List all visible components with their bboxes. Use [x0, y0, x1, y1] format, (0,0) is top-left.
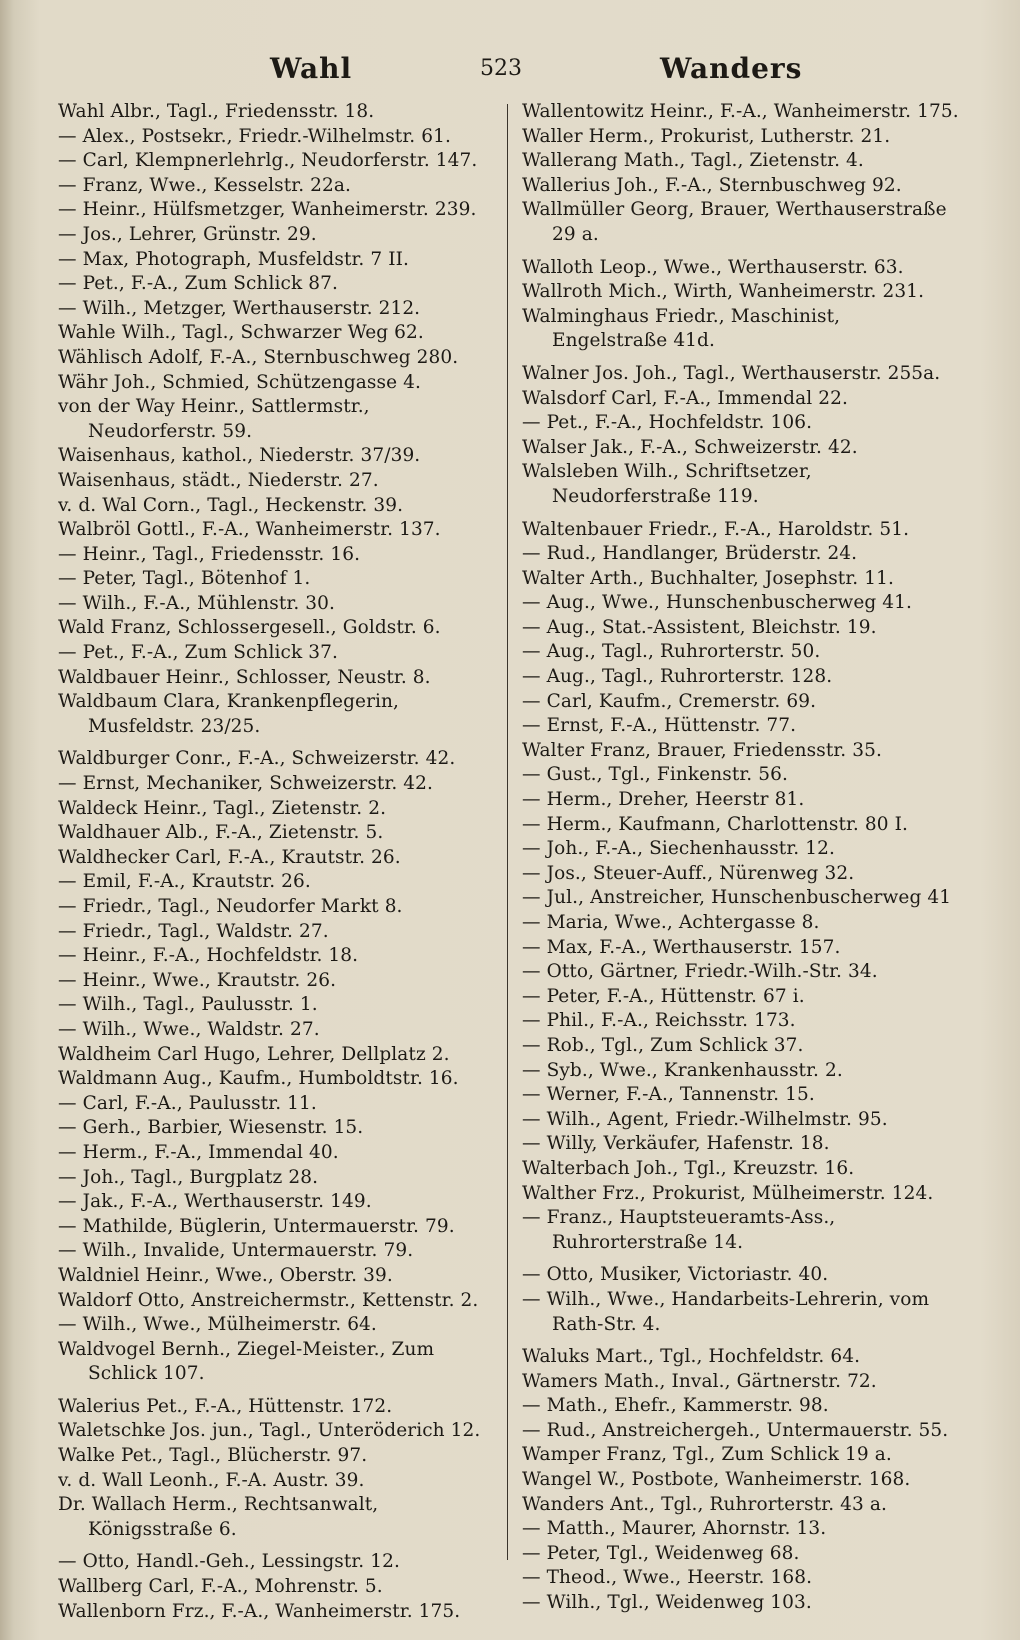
directory-entry: Walminghaus Friedr., Maschinist, Engelstraße 41d.: [522, 305, 841, 352]
directory-entry: — Rud., Anstreichergeh., Untermauerstr. 55.: [522, 1419, 949, 1441]
directory-entry: — Syb., Wwe., Krankenhausstr. 2.: [522, 1059, 843, 1081]
directory-entry: v. d. Wal Corn., Tagl., Heckenstr. 39.: [58, 494, 404, 516]
directory-entry: — Wilh., Metzger, Werthauserstr. 212.: [58, 297, 421, 319]
directory-entry: — Pet., F.-A., Zum Schlick 87.: [58, 273, 338, 295]
directory-entry: Wallberg Carl, F.-A., Mohrenstr. 5.: [58, 1576, 383, 1598]
directory-entry: — Wilh., Wwe., Handarbeits-Lehrerin, vom Rath-Str. 4.: [522, 1288, 930, 1335]
directory-entry: — Pet., F.-A., Hochfeldstr. 106.: [522, 412, 813, 434]
directory-entry: Waldeck Heinr., Tagl., Zietenstr. 2.: [58, 797, 387, 819]
directory-entry: Walsdorf Carl, F.-A., Immendal 22.: [522, 387, 848, 409]
directory-entry: Waldniel Heinr., Wwe., Oberstr. 39.: [58, 1264, 393, 1286]
directory-entry: Waldmann Aug., Kaufm., Humboldtstr. 16.: [58, 1068, 459, 1090]
page-header: [0, 52, 1020, 92]
directory-entry: — Carl, F.-A., Paulusstr. 11.: [58, 1092, 317, 1114]
page-number: 523: [480, 56, 522, 81]
right-column: [522, 100, 960, 1620]
directory-entry: Waltenbauer Friedr., F.-A., Haroldstr. 51.: [522, 518, 910, 540]
directory-entry: Waisenhaus, kathol., Niederstr. 37/39.: [58, 445, 421, 467]
directory-entry: Waluks Mart., Tgl., Hochfeldstr. 64.: [522, 1346, 861, 1368]
directory-entry: Währ Joh., Schmied, Schützengasse 4.: [58, 371, 421, 393]
directory-entry: — Matth., Maurer, Ahornstr. 13.: [522, 1518, 827, 1540]
directory-entry: — Phil., F.-A., Reichsstr. 173.: [522, 1010, 796, 1032]
column-divider: [507, 104, 508, 1560]
directory-entry: — Carl, Klempnerlehrlg., Neudorferstr. 147.: [58, 150, 478, 172]
directory-entry: — Werner, F.-A., Tannenstr. 15.: [522, 1084, 815, 1106]
directory-entry: — Aug., Stat.-Assistent, Bleichstr. 19.: [522, 616, 877, 638]
directory-entry: — Jak., F.-A., Werthauserstr. 149.: [58, 1191, 372, 1213]
header-last-name: Wanders: [660, 52, 803, 85]
directory-entry: Walser Jak., F.-A., Schweizerstr. 42.: [522, 436, 858, 458]
directory-entry: Walbröl Gottl., F.-A., Wanheimerstr. 137.: [58, 519, 441, 541]
directory-entry: — Wilh., Agent, Friedr.-Wilhelmstr. 95.: [522, 1108, 888, 1130]
directory-entry: Walke Pet., Tagl., Blücherstr. 97.: [58, 1445, 368, 1467]
directory-entry: — Jul., Anstreicher, Hunschenbuscherweg 41: [522, 887, 952, 909]
directory-entry: — Willy, Verkäufer, Hafenstr. 18.: [522, 1133, 830, 1155]
directory-entry: — Rud., Handlanger, Brüderstr. 24.: [522, 543, 858, 565]
directory-entry: — Max, F.-A., Werthauserstr. 157.: [522, 936, 841, 958]
directory-entry: Wählisch Adolf, F.-A., Sternbuschweg 280.: [58, 346, 459, 368]
directory-entry: — Aug., Tagl., Ruhrorterstr. 50.: [522, 641, 821, 663]
header-first-name: Wahl: [270, 52, 353, 85]
directory-entry: — Pet., F.-A., Zum Schlick 37.: [58, 642, 338, 664]
directory-entry: — Herm., Dreher, Heerstr 81.: [522, 789, 805, 811]
directory-entry: Walter Arth., Buchhalter, Josephstr. 11.: [522, 567, 894, 589]
directory-entry: — Herm., Kaufmann, Charlottenstr. 80 I.: [522, 813, 909, 835]
directory-entry: — Rob., Tgl., Zum Schlick 37.: [522, 1034, 804, 1056]
directory-entry: — Max, Photograph, Musfeldstr. 7 II.: [58, 248, 410, 270]
directory-entry: — Math., Ehefr., Kammerstr. 98.: [522, 1395, 829, 1417]
directory-entry: Wallerang Math., Tagl., Zietenstr. 4.: [522, 150, 864, 172]
directory-entry: Walther Frz., Prokurist, Mülheimerstr. 124.: [522, 1182, 934, 1204]
directory-entry: Wallmüller Georg, Brauer, Werthauserstraße 29 a.: [522, 199, 947, 245]
directory-entry: Waldbauer Heinr., Schlosser, Neustr. 8.: [58, 666, 431, 688]
directory-entry: Wallentowitz Heinr., F.-A., Wanheimerstr. 175.: [522, 101, 959, 122]
directory-entry: — Alex., Postsekr., Friedr.-Wilhelmstr. 61.: [58, 125, 451, 147]
directory-entry: Waldhauer Alb., F.-A., Zietenstr. 5.: [58, 822, 384, 844]
directory-entry: Walner Jos. Joh., Tagl., Werthauserstr. 255a.: [522, 362, 941, 384]
directory-entry: Waldhecker Carl, F.-A., Krautstr. 26.: [58, 846, 401, 868]
directory-entry: — Wilh., Invalide, Untermauerstr. 79.: [58, 1240, 414, 1262]
directory-entry: — Ernst, F.-A., Hüttenstr. 77.: [522, 715, 797, 737]
directory-entry: — Peter, Tagl., Bötenhof 1.: [58, 568, 311, 590]
directory-entry: — Mathilde, Büglerin, Untermauerstr. 79.: [58, 1215, 455, 1237]
directory-entry: — Heinr., Wwe., Krautstr. 26.: [58, 969, 337, 991]
directory-entry: — Peter, F.-A., Hüttenstr. 67 i.: [522, 985, 805, 1007]
directory-entry: — Jos., Lehrer, Grünstr. 29.: [58, 223, 317, 245]
directory-entry: Walterbach Joh., Tgl., Kreuzstr. 16.: [522, 1157, 855, 1179]
directory-entry: — Gust., Tgl., Finkenstr. 56.: [522, 764, 788, 786]
directory-entry: — Wilh., Wwe., Mülheimerstr. 64.: [58, 1314, 377, 1336]
directory-entry: von der Way Heinr., Sattlermstr., Neudorferstr. 59.: [58, 396, 370, 442]
directory-entry: — Friedr., Tagl., Neudorfer Markt 8.: [58, 896, 403, 917]
directory-entry: — Maria, Wwe., Achtergasse 8.: [522, 912, 820, 933]
directory-entry: — Joh., F.-A., Siechenhausstr. 12.: [522, 838, 835, 860]
directory-entry: — Aug., Tagl., Ruhrorterstr. 128.: [522, 666, 833, 688]
directory-entry: Wallerius Joh., F.-A., Sternbuschweg 92.: [522, 174, 902, 196]
directory-entry: — Jos., Steuer-Auff., Nürenweg 32.: [522, 862, 855, 884]
directory-entry: Wahl Albr., Tagl., Friedensstr. 18.: [58, 101, 375, 122]
directory-entry: Wald Franz, Schlossergesell., Goldstr. 6.: [58, 617, 441, 639]
directory-entry: Wangel W., Postbote, Wanheimerstr. 168.: [522, 1469, 911, 1491]
directory-entry: v. d. Wall Leonh., F.-A. Austr. 39.: [58, 1469, 365, 1491]
directory-entry: Walsleben Wilh., Schriftsetzer, Neudorferstraße 119.: [522, 461, 812, 507]
directory-entry: Walter Franz, Brauer, Friedensstr. 35.: [522, 739, 882, 761]
directory-entry: — Otto, Handl.-Geh., Lessingstr. 12.: [58, 1551, 400, 1573]
directory-entry: — Peter, Tgl., Weidenweg 68.: [522, 1542, 800, 1564]
directory-entry: Waldheim Carl Hugo, Lehrer, Dellplatz 2.: [58, 1043, 450, 1065]
directory-entry: — Wilh., F.-A., Mühlenstr. 30.: [58, 592, 336, 614]
directory-entry: — Otto, Musiker, Victoriastr. 40.: [522, 1264, 829, 1286]
directory-entry: — Theod., Wwe., Heerstr. 168.: [522, 1567, 813, 1589]
directory-entry: — Ernst, Mechaniker, Schweizerstr. 42.: [58, 773, 434, 795]
directory-entry: Wallroth Mich., Wirth, Wanheimerstr. 231.: [522, 281, 925, 303]
directory-entry: — Aug., Wwe., Hunschenbuscherweg 41.: [522, 592, 913, 614]
directory-entry: Wallenborn Frz., F.-A., Wanheimerstr. 175.: [58, 1600, 461, 1620]
directory-entry: Wanders Ant., Tgl., Ruhrorterstr. 43 a.: [522, 1493, 887, 1515]
directory-entry: Wamper Franz, Tgl., Zum Schlick 19 a.: [522, 1444, 892, 1466]
directory-entry: — Wilh., Wwe., Waldstr. 27.: [58, 1018, 320, 1040]
directory-entry: — Wilh., Tgl., Weidenweg 103.: [522, 1592, 812, 1614]
directory-entry: Walloth Leop., Wwe., Werthauserstr. 63.: [522, 256, 904, 278]
directory-entry: — Joh., Tagl., Burgplatz 28.: [58, 1166, 319, 1188]
directory-entry: Waldburger Conr., F.-A., Schweizerstr. 42.: [58, 748, 456, 770]
directory-entry: — Heinr., Hülfsmetzger, Wanheimerstr. 239.: [58, 199, 477, 221]
directory-entry: — Herm., F.-A., Immendal 40.: [58, 1141, 339, 1163]
directory-entry: — Franz, Wwe., Kesselstr. 22a.: [58, 174, 352, 196]
directory-entry: — Carl, Kaufm., Cremerstr. 69.: [522, 690, 817, 712]
directory-entry: Wahle Wilh., Tagl., Schwarzer Weg 62.: [58, 322, 424, 344]
directory-entry: Waletschke Jos. jun., Tagl., Unteröderich 12.: [58, 1420, 481, 1442]
directory-entry: — Heinr., Tagl., Friedensstr. 16.: [58, 543, 361, 565]
directory-entry: — Gerh., Barbier, Wiesenstr. 15.: [58, 1117, 364, 1139]
directory-entry: — Wilh., Tagl., Paulusstr. 1.: [58, 994, 318, 1016]
directory-entry: Waldvogel Bernh., Ziegel-Meister., Zum Schlick 107.: [58, 1338, 435, 1385]
directory-entry: Wamers Math., Inval., Gärtnerstr. 72.: [522, 1370, 877, 1392]
directory-entry: Waller Herm., Prokurist, Lutherstr. 21.: [522, 125, 891, 147]
directory-entry: — Emil, F.-A., Krautstr. 26.: [58, 871, 311, 893]
directory-entry: Waisenhaus, städt., Niederstr. 27.: [58, 469, 379, 491]
directory-entry: — Otto, Gärtner, Friedr.-Wilh.-Str. 34.: [522, 961, 878, 983]
left-column: [58, 100, 498, 1620]
directory-entry: — Friedr., Tagl., Waldstr. 27.: [58, 920, 329, 942]
directory-entry: Waldorf Otto, Anstreichermstr., Kettenstr. 2.: [58, 1289, 479, 1311]
directory-entry: Dr. Wallach Herm., Rechtsanwalt, Königsstraße 6.: [58, 1494, 379, 1540]
directory-entry: — Franz., Hauptsteueramts-Ass., Ruhrorterstraße 14.: [522, 1207, 836, 1253]
directory-entry: Waldbaum Clara, Krankenpflegerin, Musfeldstr. 23/25.: [58, 691, 400, 737]
directory-entry: Walerius Pet., F.-A., Hüttenstr. 172.: [58, 1395, 393, 1417]
directory-entry: — Heinr., F.-A., Hochfeldstr. 18.: [58, 945, 359, 967]
